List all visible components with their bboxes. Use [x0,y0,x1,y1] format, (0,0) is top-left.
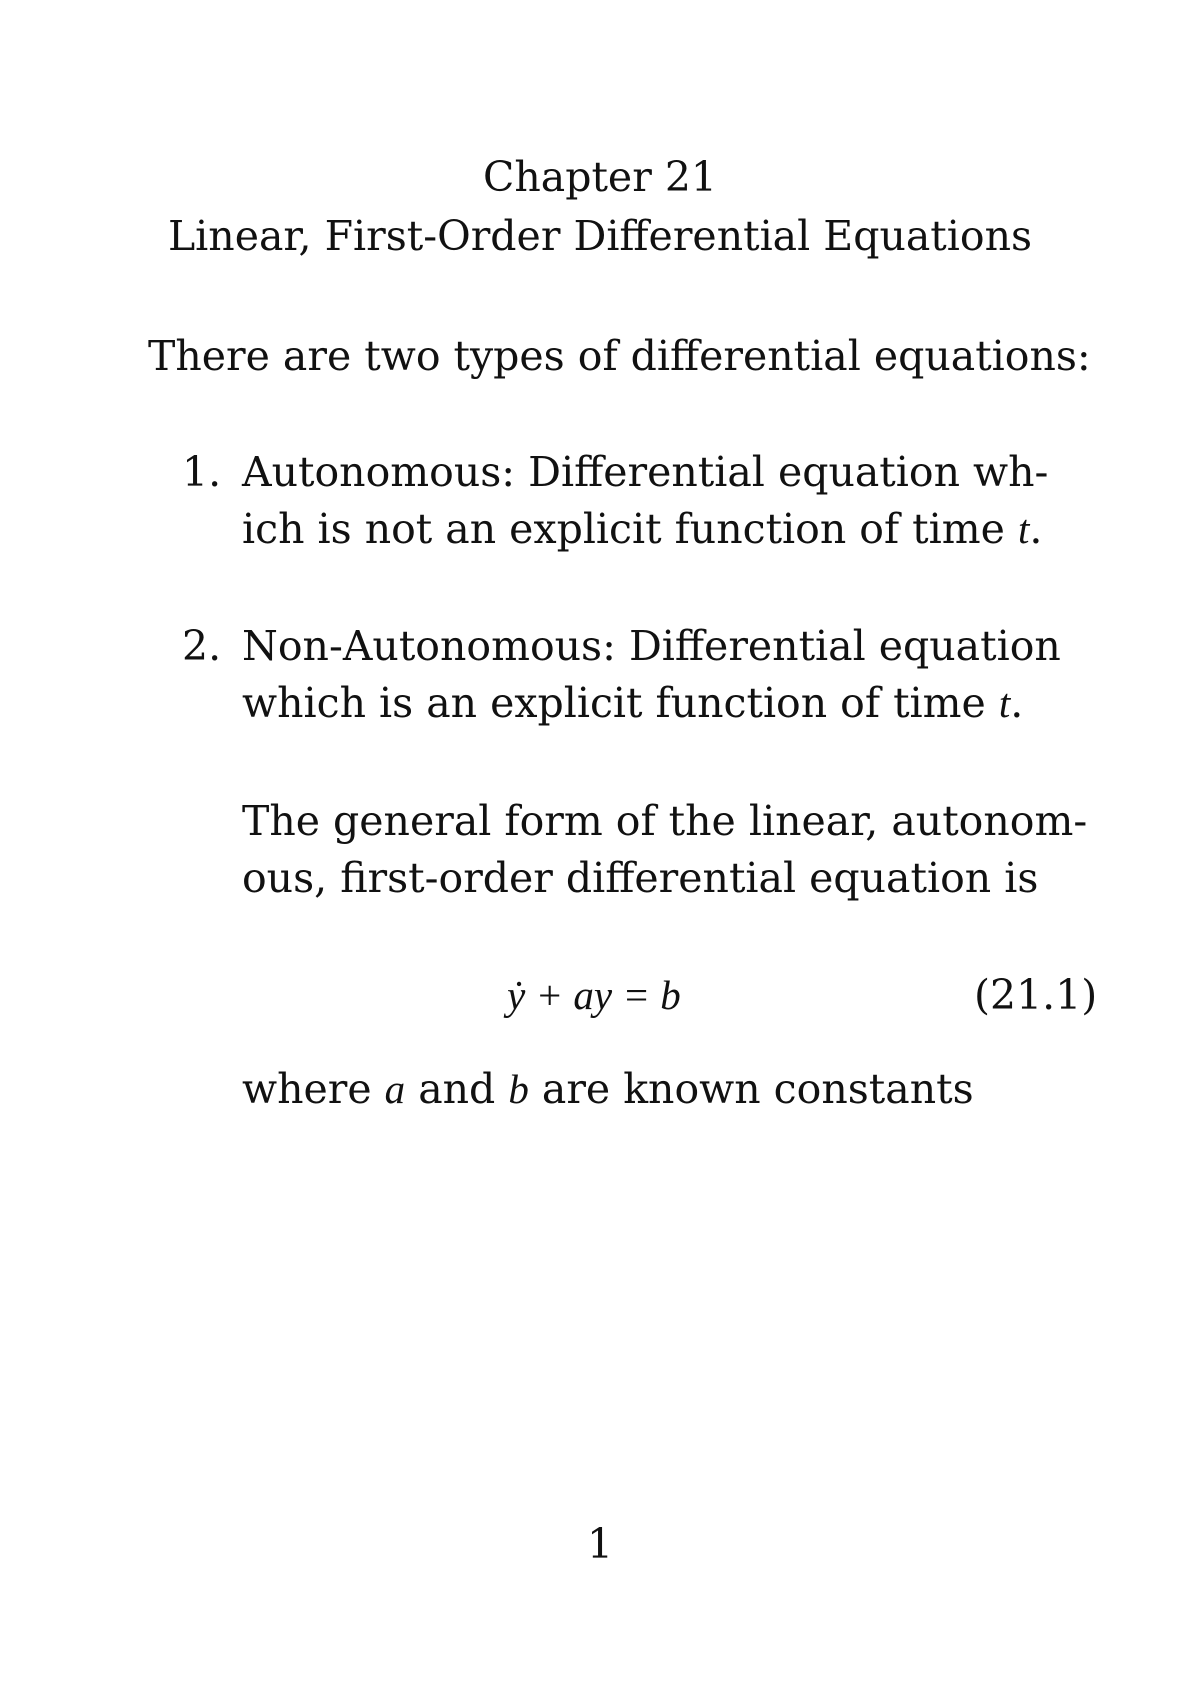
where-suffix: are known constants [528,1065,974,1113]
item-1-number: 1. [182,448,222,496]
page-number: 1 [586,1520,614,1568]
item-2-line-2-suffix: . [1010,679,1024,727]
variable-b: b [508,1066,529,1112]
item-2-line-2 [242,679,1024,727]
equation-number: (21.1) [974,971,1098,1019]
general-form-line-2: ous, first-order differential equation is [242,854,1039,902]
item-1-line-2-suffix: . [1029,505,1043,553]
item-2-line-2-prefix: which is an explicit function of time [242,679,999,727]
where-text [242,1065,974,1113]
item-2-line-1: Non-Autonomous: Differential equation [242,622,1061,670]
item-1-line-2 [242,505,1043,553]
equation-21-1: ẏ + ay = b [507,972,681,1018]
item-2-time-variable: t [998,680,1011,726]
item-1-line-1: Autonomous: Differential equation wh- [242,448,1049,496]
item-2-number: 2. [182,622,222,670]
chapter-label: Chapter 21 [482,153,717,201]
variable-a: a [384,1066,406,1112]
item-1-line-2-prefix: ich is not an explicit function of time [242,505,1018,553]
where-prefix: where [242,1065,385,1113]
where-middle: and [405,1065,509,1113]
chapter-title: Linear, First-Order Differential Equations [167,212,1033,260]
item-1-time-variable: t [1017,506,1030,552]
general-form-line-1: The general form of the linear, autonom- [242,797,1088,845]
intro-text: There are two types of differential equations: [148,332,1091,380]
